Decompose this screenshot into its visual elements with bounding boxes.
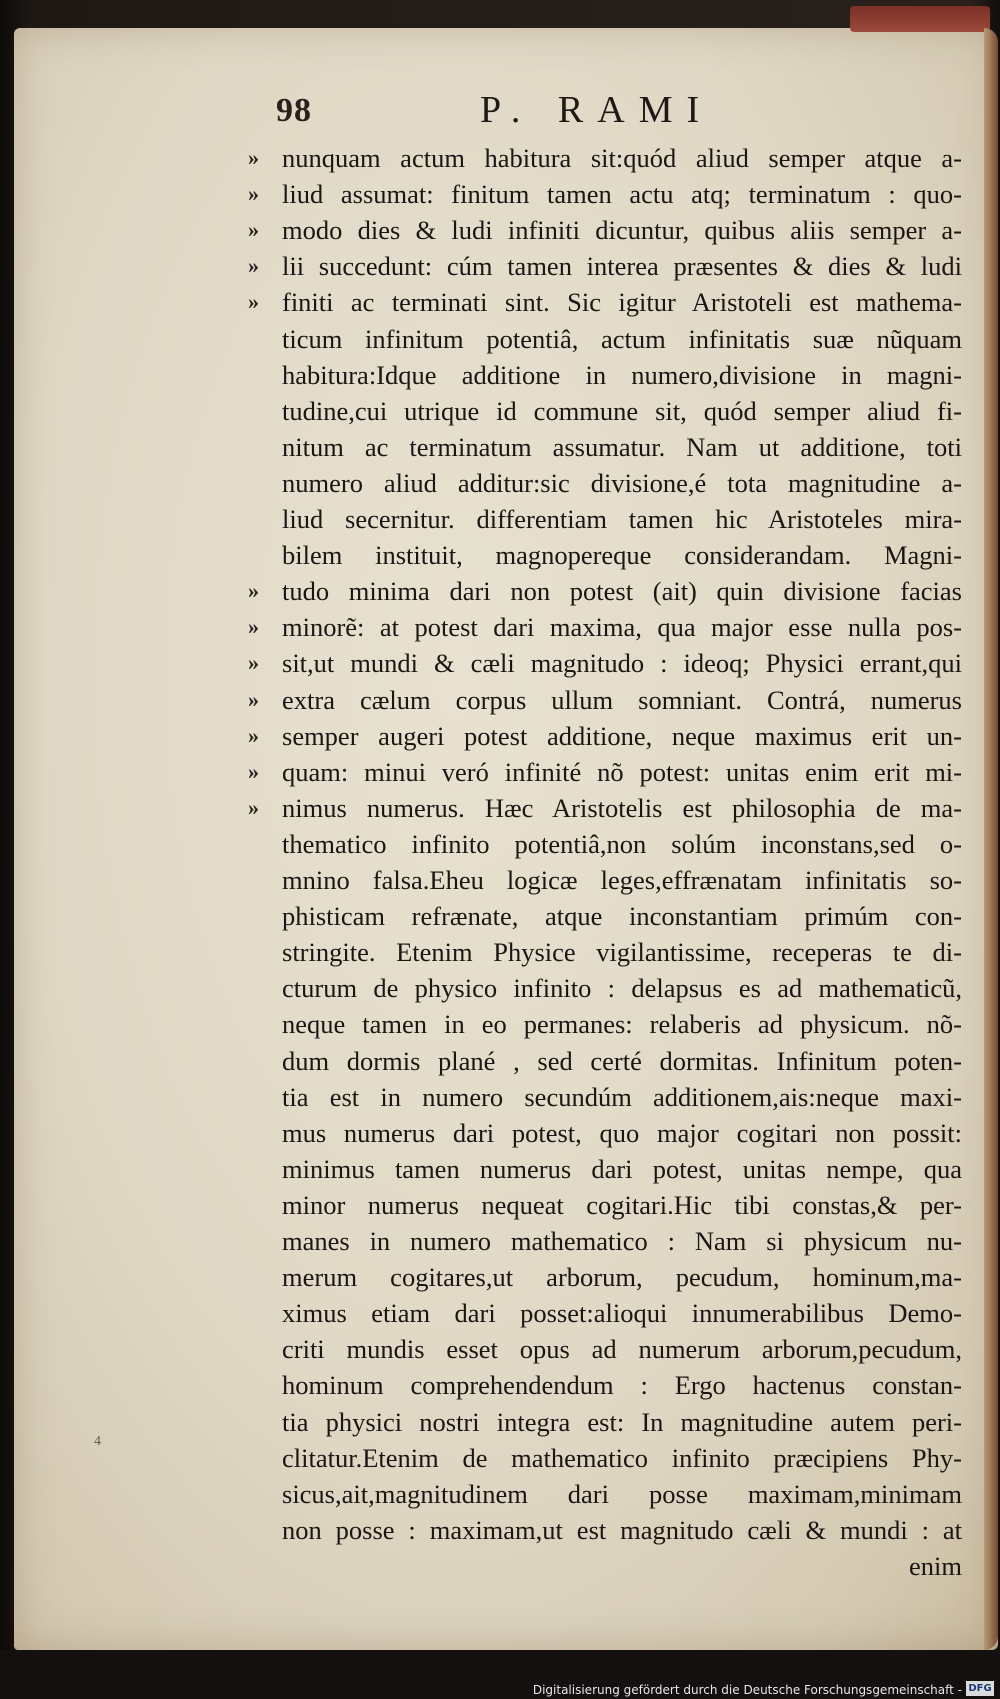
line-text: nunquam actum habitura sit:quód aliud semper atque a- — [282, 143, 962, 173]
text-line — [282, 1259, 962, 1295]
text-line — [282, 1404, 962, 1440]
line-text: minor numerus nequeat cogitari.Hic tibi constas,& per- — [282, 1189, 962, 1220]
line-text: finiti ac terminati sint. Sic igitur Aristoteli est mathema- — [282, 287, 962, 318]
line-text: ximus etiam dari posset:alioqui innumerabilibus Demo- — [282, 1298, 962, 1329]
text-line — [282, 429, 962, 465]
text-line — [282, 465, 962, 501]
text-line — [248, 682, 962, 718]
quotation-mark: » — [248, 145, 259, 170]
quotation-mark: » — [248, 794, 259, 820]
text-line — [248, 284, 962, 320]
book-page — [14, 28, 998, 1650]
line-text: mus numerus dari potest, quo major cogitari non possit: — [282, 1117, 962, 1148]
line-text: criti mundis esset opus ad numerum arborum,pecudum, — [282, 1334, 962, 1365]
text-line — [282, 1151, 962, 1187]
line-text: habitura:Idque additione in numero,divisione in magni- — [282, 359, 962, 390]
line-text: semper augeri potest additione, neque maximus erit un- — [282, 720, 962, 751]
line-text: lii succedunt: cúm tamen interea præsentes & dies & ludi — [282, 251, 962, 282]
text-line — [282, 1115, 962, 1151]
quotation-mark: » — [248, 650, 259, 676]
text-line — [248, 573, 962, 609]
line-text: sit,ut mundi & cæli magnitudo : ideoq; Physici errant,qui — [282, 648, 962, 679]
quotation-mark: » — [248, 217, 259, 243]
text-line — [282, 1043, 962, 1079]
catchword — [282, 1548, 962, 1584]
text-line — [282, 357, 962, 393]
line-text: hominum comprehendendum : Ergo hactenus constan- — [282, 1370, 962, 1401]
line-text: tia est in numero secundúm additionem,ais:neque maxi- — [282, 1081, 962, 1112]
text-line — [282, 1331, 962, 1367]
line-text: nimus numerus. Hæc Aristotelis est philosophia de ma- — [282, 792, 962, 823]
text-line — [282, 393, 962, 429]
line-text: phisticam refrænate, atque inconstantiam primúm con- — [282, 901, 962, 932]
text-line — [282, 537, 962, 573]
text-line — [282, 826, 962, 862]
text-line — [282, 1440, 962, 1476]
line-text: cturum de physico infinito : delapsus es ad mathematicũ, — [282, 973, 962, 1004]
text-line — [282, 1295, 962, 1331]
line-text: sicus,ait,magnitudinem dari posse maximam,minimam — [282, 1478, 962, 1509]
text-line — [248, 248, 962, 284]
text-line — [282, 970, 962, 1006]
quotation-mark: » — [248, 614, 259, 640]
line-text: liud assumat: finitum tamen actu atq; terminatum : quo- — [282, 179, 962, 210]
line-text: nitum ac terminatum assumatur. Nam ut additione, toti — [282, 431, 962, 462]
text-line — [248, 718, 962, 754]
page-number: 98 — [276, 92, 312, 129]
text-line — [282, 321, 962, 357]
text-line — [248, 790, 962, 826]
line-text: merum cogitares,ut arborum, pecudum, hominum,ma- — [282, 1262, 962, 1293]
line-text: minorẽ: at potest dari maxima, qua major esse nulla pos- — [282, 612, 962, 643]
line-text: minimus tamen numerus dari potest, unitas nempe, qua — [282, 1153, 962, 1184]
text-line — [248, 645, 962, 681]
quotation-mark: » — [248, 289, 259, 315]
line-text: bilem instituit, magnopereque considerandam. Magni- — [282, 540, 962, 571]
quotation-mark: » — [248, 758, 259, 784]
line-text: quam: minui veró infinité nõ potest: unitas enim erit mi- — [282, 756, 962, 787]
text-line — [282, 898, 962, 934]
text-line — [282, 1006, 962, 1042]
line-text: modo dies & ludi infiniti dicuntur, quibus aliis semper a- — [282, 215, 962, 246]
line-text: tia physici nostri integra est: In magnitudine autem peri- — [282, 1406, 962, 1437]
text-line — [282, 1079, 962, 1115]
text-line — [248, 609, 962, 645]
line-text: neque tamen in eo permanes: relaberis ad physicum. nõ- — [282, 1009, 962, 1040]
line-text: liud secernitur. differentiam tamen hic Aristoteles mira- — [282, 504, 962, 534]
line-text: non posse : maximam,ut est magnitudo cæli & mundi : at — [282, 1514, 962, 1545]
text-line — [282, 501, 962, 537]
page-edge-binding — [850, 6, 990, 32]
text-line — [282, 862, 962, 898]
line-text: thematico infinito potentiâ,non solúm inconstans,sed o- — [282, 828, 962, 859]
text-line — [282, 1476, 962, 1512]
quotation-mark: » — [248, 181, 259, 207]
quotation-mark: » — [248, 253, 259, 279]
quotation-mark: » — [248, 686, 259, 712]
quotation-mark: » — [248, 722, 259, 748]
line-text: dum dormis plané , sed certé dormitas. Infinitum poten- — [282, 1045, 962, 1076]
page-edge-right — [984, 28, 998, 1650]
line-text: stringite. Etenim Physice vigilantissime, receperas te di- — [282, 937, 962, 968]
line-text: tudine,cui utrique id commune sit, quód semper aliud fi- — [282, 395, 962, 426]
running-head: P. RAMI — [480, 89, 714, 131]
text-line — [282, 1187, 962, 1223]
text-line — [248, 140, 962, 176]
text-line — [248, 176, 962, 212]
line-text: numero aliud additur:sic divisione,é tota magnitudine a- — [282, 467, 962, 498]
line-text: extra cælum corpus ullum somniant. Contrá, numerus — [282, 684, 962, 715]
dfg-logo: DFG — [966, 1681, 994, 1696]
text-line — [248, 754, 962, 790]
line-text: ticum infinitum potentiâ, actum infinitatis suæ nũquam — [282, 323, 962, 354]
digitization-credit: Digitalisierung gefördert durch die Deutsche Forschungsgemeinschaft - — [532, 1683, 962, 1697]
text-line — [282, 1367, 962, 1403]
line-text: manes in numero mathematico : Nam si physicum nu- — [282, 1226, 962, 1256]
margin-mark: 4 — [94, 1434, 101, 1449]
text-line — [282, 934, 962, 970]
text-line — [282, 1223, 962, 1259]
line-text: clitatur.Etenim de mathematico infinito præcipiens Phy- — [282, 1442, 962, 1473]
quotation-mark: » — [248, 578, 259, 604]
line-text: mnino falsa.Eheu logicæ leges,effrænatam infinitatis so- — [282, 865, 962, 895]
catchword-text: enim — [909, 1550, 962, 1581]
text-line — [282, 1512, 962, 1548]
text-line — [248, 212, 962, 248]
line-text: tudo minima dari non potest (ait) quin divisione facias — [282, 576, 962, 607]
